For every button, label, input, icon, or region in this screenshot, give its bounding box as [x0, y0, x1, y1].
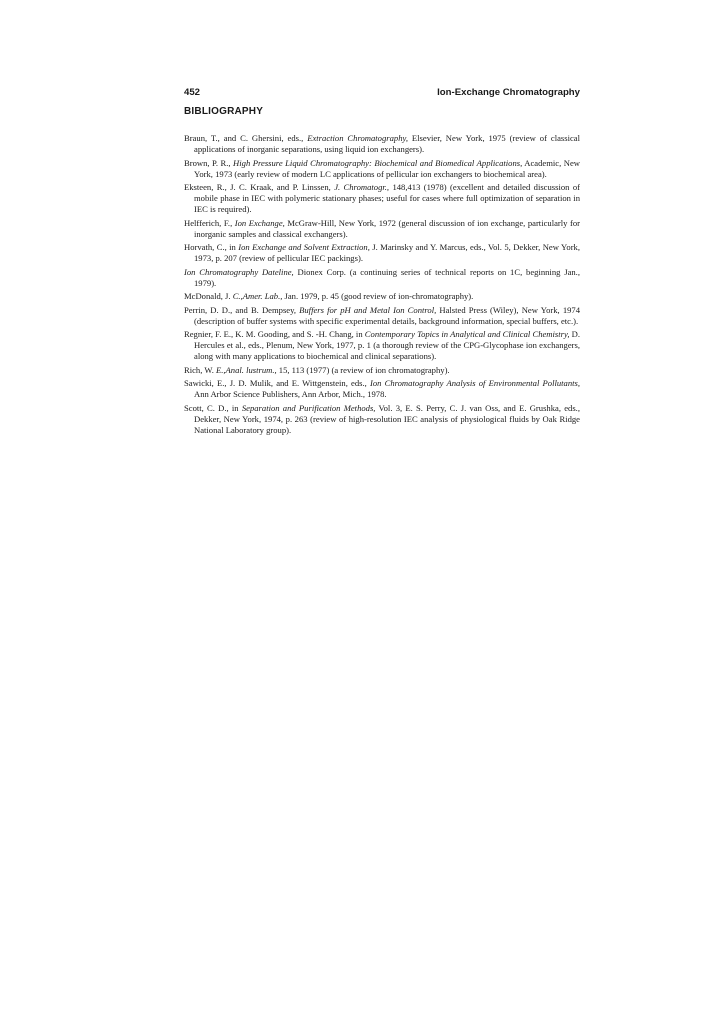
bibliography-entry: Ion Chromatography Dateline, Dionex Corp. (a continuing series of technical reports on 1C, beginning Jan., 1979).: [184, 266, 580, 288]
bibliography-entry: McDonald, J. C.,Amer. Lab., Jan. 1979, p. 45 (good review of ion-chromatography).: [184, 291, 474, 301]
bibliography-list: [184, 133, 580, 436]
bibliography-entry: Helfferich, F., Ion Exchange, McGraw-Hill, New York, 1972 (general discussion of ion exchange, particularly for inorganic samples and classical exchangers).: [184, 217, 581, 239]
bibliography-entry: Regnier, F. E., K. M. Gooding, and S. -H. Chang, in Contemporary Topics in Analytical and Clinical Chemistry, D. Hercules et al., eds., Plenum, New York, 1977, p. 1 (a thorough review of the CPG-Glycophase ion exchangers, along with many applications to biochemical and clinical separations).: [184, 329, 580, 361]
bibliography-entry: Braun, T., and C. Ghersini, eds., Extraction Chromatography, Elsevier, New York, 1975 (review of classical applications of inorganic separations, using liquid ion exchangers).: [184, 133, 580, 154]
running-title: Ion-Exchange Chromatography: [437, 87, 580, 98]
bibliography-entry: Eksteen, R., J. C. Kraak, and P. Linssen, J. Chromatogr., 148,413 (1978) (excellent and detailed discussion of mobile phase in IEC with polymeric stationary phases; useful for cases where full optimization of separation in IEC is required).: [184, 182, 580, 214]
book-page: [184, 87, 580, 438]
page-number: 452: [184, 87, 201, 98]
bibliography-entry: Brown, P. R., High Pressure Liquid Chromatography: Biochemical and Biomedical Applications, Academic, New York, 1973 (early review of modern LC applications of pellicular ion exchangers to biochemical area).: [184, 157, 580, 179]
section-title: BIBLIOGRAPHY: [184, 106, 264, 117]
bibliography-entry: Scott, C. D., in Separation and Purification Methods, Vol. 3, E. S. Perry, C. J. van Oss, and E. Grushka, eds., Dekker, New York, 1974, p. 263 (review of high-resolution IEC analysis of physiological fluids by Oak Ridge National Laboratory group).: [184, 402, 580, 435]
bibliography-entry: Horvath, C., in Ion Exchange and Solvent Extraction, J. Marinsky and Y. Marcus, eds., Vol. 5, Dekker, New York, 1973, p. 207 (review of pellicular IEC packings).: [184, 242, 580, 263]
running-head: [184, 87, 580, 98]
bibliography-entry: Rich, W. E.,Anal. lustrum., 15, 113 (1977) (a review of ion chromatography).: [184, 364, 450, 375]
bibliography-entry: Perrin, D. D., and B. Dempsey, Buffers for pH and Metal Ion Control, Halsted Press (Wiley), New York, 1974 (description of buffer systems with specific experimental details, background information, special buffers, etc.).: [184, 304, 581, 326]
bibliography-entry: Sawicki, E., J. D. Mulik, and E. Wittgenstein, eds., Ion Chromatography Analysis of Environmental Pollutants, Ann Arbor Science Publishers, Ann Arbor, Mich., 1978.: [184, 378, 580, 399]
